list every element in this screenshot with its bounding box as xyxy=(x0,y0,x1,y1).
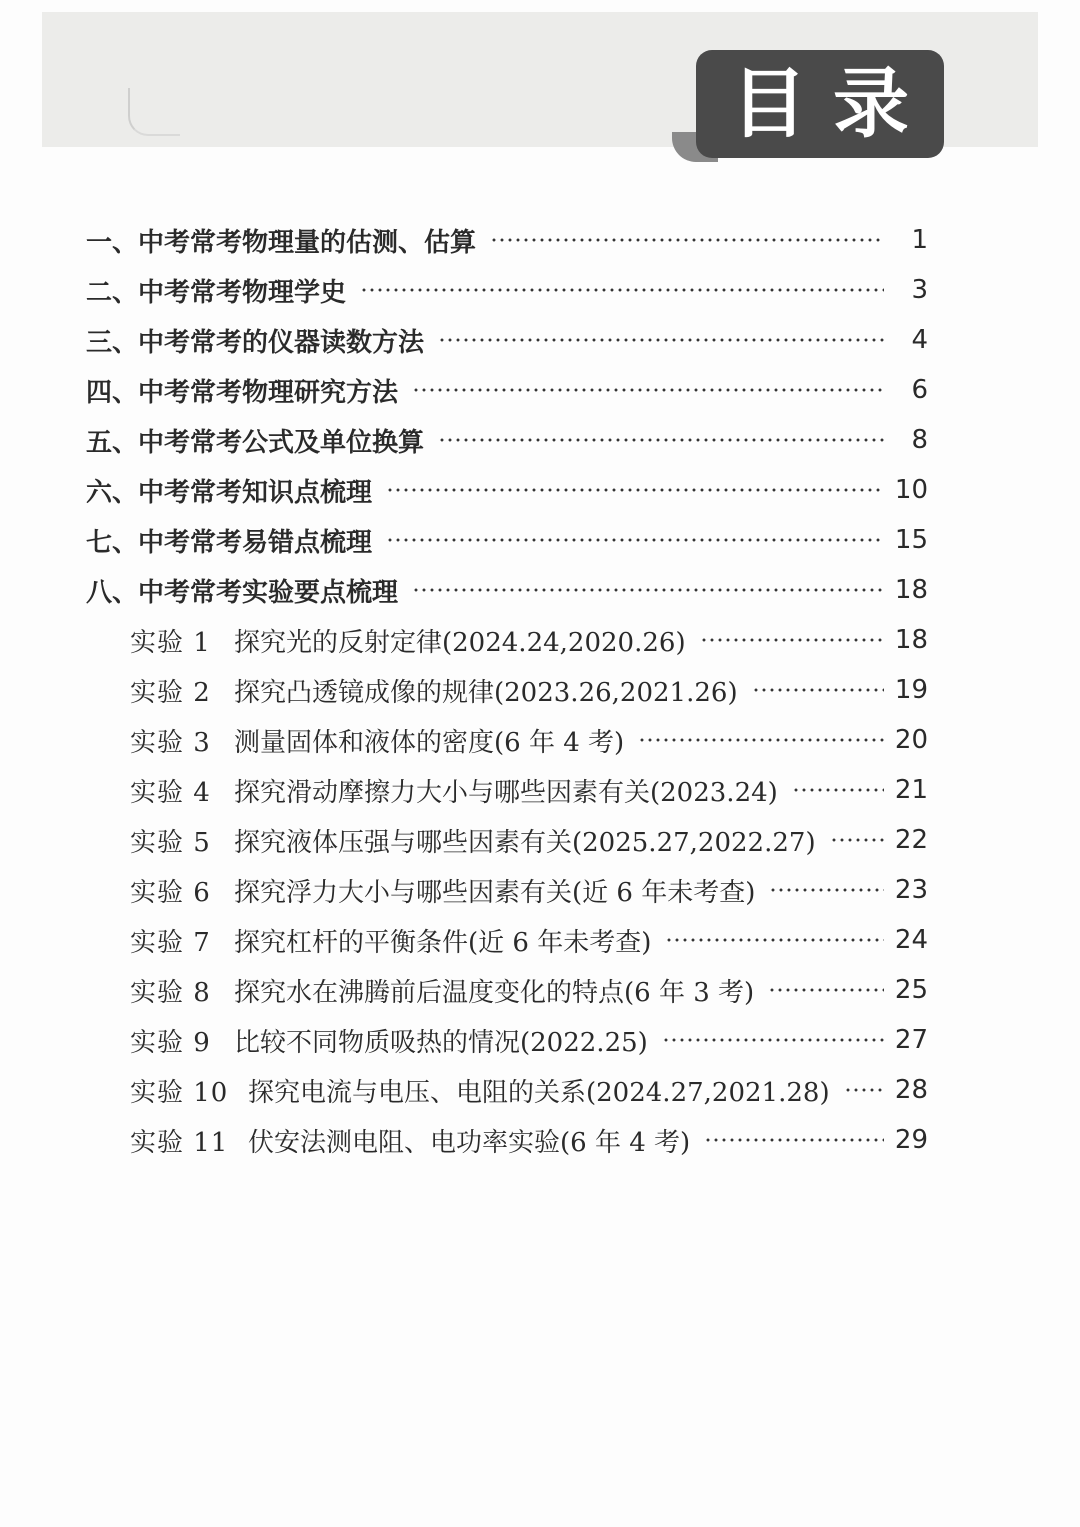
toc-section-title: 一、中考常考物理量的估测、估算 xyxy=(86,227,477,258)
dot-leader xyxy=(700,638,884,642)
dot-leader xyxy=(438,438,884,442)
toc-experiment-4[interactable] xyxy=(130,770,928,810)
dot-leader xyxy=(438,338,884,342)
experiment-label: 实验 9 xyxy=(130,1027,211,1058)
toc-page-number: 10 xyxy=(894,475,928,505)
toc-page-number: 27 xyxy=(894,1025,928,1055)
dot-leader xyxy=(704,1138,884,1142)
experiment-title: 测量固体和液体的密度(6 年 4 考) xyxy=(234,727,625,758)
toc-section-title: 八、中考常考实验要点梳理 xyxy=(86,577,399,608)
toc-section-3[interactable] xyxy=(86,320,928,360)
page-title: 目录 xyxy=(731,59,935,148)
toc-section-7[interactable] xyxy=(86,520,928,560)
experiment-title: 探究液体压强与哪些因素有关(2025.27,2022.27) xyxy=(234,827,816,858)
dot-leader xyxy=(752,688,884,692)
toc-experiment-7[interactable] xyxy=(130,920,928,960)
toc-section-title: 三、中考常考的仪器读数方法 xyxy=(86,327,425,358)
toc-page-number: 1 xyxy=(911,225,928,255)
experiment-title: 探究光的反射定律(2024.24,2020.26) xyxy=(234,627,686,658)
toc-experiment-2[interactable] xyxy=(130,670,928,710)
toc-experiment-3[interactable] xyxy=(130,720,928,760)
toc-page-number: 29 xyxy=(894,1125,928,1155)
toc-page-number: 8 xyxy=(911,425,928,455)
toc-section-title: 六、中考常考知识点梳理 xyxy=(86,477,373,508)
toc-page-number: 21 xyxy=(894,775,928,805)
dot-leader xyxy=(412,588,884,592)
toc-page-number: 18 xyxy=(894,625,928,655)
toc-page-number: 19 xyxy=(894,675,928,705)
experiment-title: 探究凸透镜成像的规律(2023.26,2021.26) xyxy=(234,677,738,708)
experiment-label: 实验 3 xyxy=(130,727,211,758)
dot-leader xyxy=(386,538,884,542)
toc-section-title: 七、中考常考易错点梳理 xyxy=(86,527,373,558)
dot-leader xyxy=(386,488,884,492)
toc-page-number: 25 xyxy=(894,975,928,1005)
toc-experiment-6[interactable] xyxy=(130,870,928,910)
experiment-title: 探究水在沸腾前后温度变化的特点(6 年 3 考) xyxy=(234,977,755,1008)
toc-page-number: 18 xyxy=(894,575,928,605)
dot-leader xyxy=(768,988,884,992)
toc-section-title: 五、中考常考公式及单位换算 xyxy=(86,427,425,458)
experiment-title: 探究杠杆的平衡条件(近 6 年未考查) xyxy=(234,927,652,958)
toc-section-5[interactable] xyxy=(86,420,928,460)
toc-section-8[interactable] xyxy=(86,570,928,610)
toc-experiment-11[interactable] xyxy=(130,1120,928,1160)
dot-leader xyxy=(830,838,884,842)
dot-leader xyxy=(490,238,884,242)
toc-section-4[interactable] xyxy=(86,370,928,410)
experiment-title: 探究滑动摩擦力大小与哪些因素有关(2023.24) xyxy=(234,777,778,808)
toc-experiment-10[interactable] xyxy=(130,1070,928,1110)
scan-mark xyxy=(128,88,180,136)
toc-page-number: 24 xyxy=(894,925,928,955)
experiment-label: 实验 7 xyxy=(130,927,211,958)
experiment-title: 探究浮力大小与哪些因素有关(近 6 年未考查) xyxy=(234,877,756,908)
dot-leader xyxy=(638,738,884,742)
dot-leader xyxy=(769,888,884,892)
experiment-label: 实验 8 xyxy=(130,977,211,1008)
experiment-label: 实验 5 xyxy=(130,827,211,858)
experiment-title: 伏安法测电阻、电功率实验(6 年 4 考) xyxy=(248,1127,691,1158)
experiment-label: 实验 2 xyxy=(130,677,211,708)
toc-experiment-8[interactable] xyxy=(130,970,928,1010)
toc-page-number: 6 xyxy=(911,375,928,405)
dot-leader xyxy=(792,788,884,792)
toc-page-number: 28 xyxy=(894,1075,928,1105)
dot-leader xyxy=(665,938,884,942)
toc-section-1[interactable] xyxy=(86,220,928,260)
toc-experiment-1[interactable] xyxy=(130,620,928,660)
dot-leader xyxy=(412,388,884,392)
experiment-label: 实验 4 xyxy=(130,777,211,808)
experiment-label: 实验 10 xyxy=(130,1077,229,1108)
experiment-label: 实验 11 xyxy=(130,1127,229,1158)
dot-leader xyxy=(360,288,884,292)
toc-experiment-9[interactable] xyxy=(130,1020,928,1060)
toc-page-number: 15 xyxy=(894,525,928,555)
dot-leader xyxy=(662,1038,884,1042)
toc-experiment-5[interactable] xyxy=(130,820,928,860)
toc-page-number: 3 xyxy=(911,275,928,305)
toc-section-title: 四、中考常考物理研究方法 xyxy=(86,377,399,408)
experiment-title: 比较不同物质吸热的情况(2022.25) xyxy=(234,1027,648,1058)
toc-page-number: 20 xyxy=(894,725,928,755)
toc-page-number: 4 xyxy=(911,325,928,355)
toc-page-number: 23 xyxy=(894,875,928,905)
toc-page-number: 22 xyxy=(894,825,928,855)
toc-section-2[interactable] xyxy=(86,270,928,310)
toc-section-6[interactable] xyxy=(86,470,928,510)
experiment-label: 实验 1 xyxy=(130,627,211,658)
experiment-title: 探究电流与电压、电阻的关系(2024.27,2021.28) xyxy=(248,1077,830,1108)
dot-leader xyxy=(844,1088,884,1092)
toc-section-title: 二、中考常考物理学史 xyxy=(86,277,347,308)
experiment-label: 实验 6 xyxy=(130,877,211,908)
